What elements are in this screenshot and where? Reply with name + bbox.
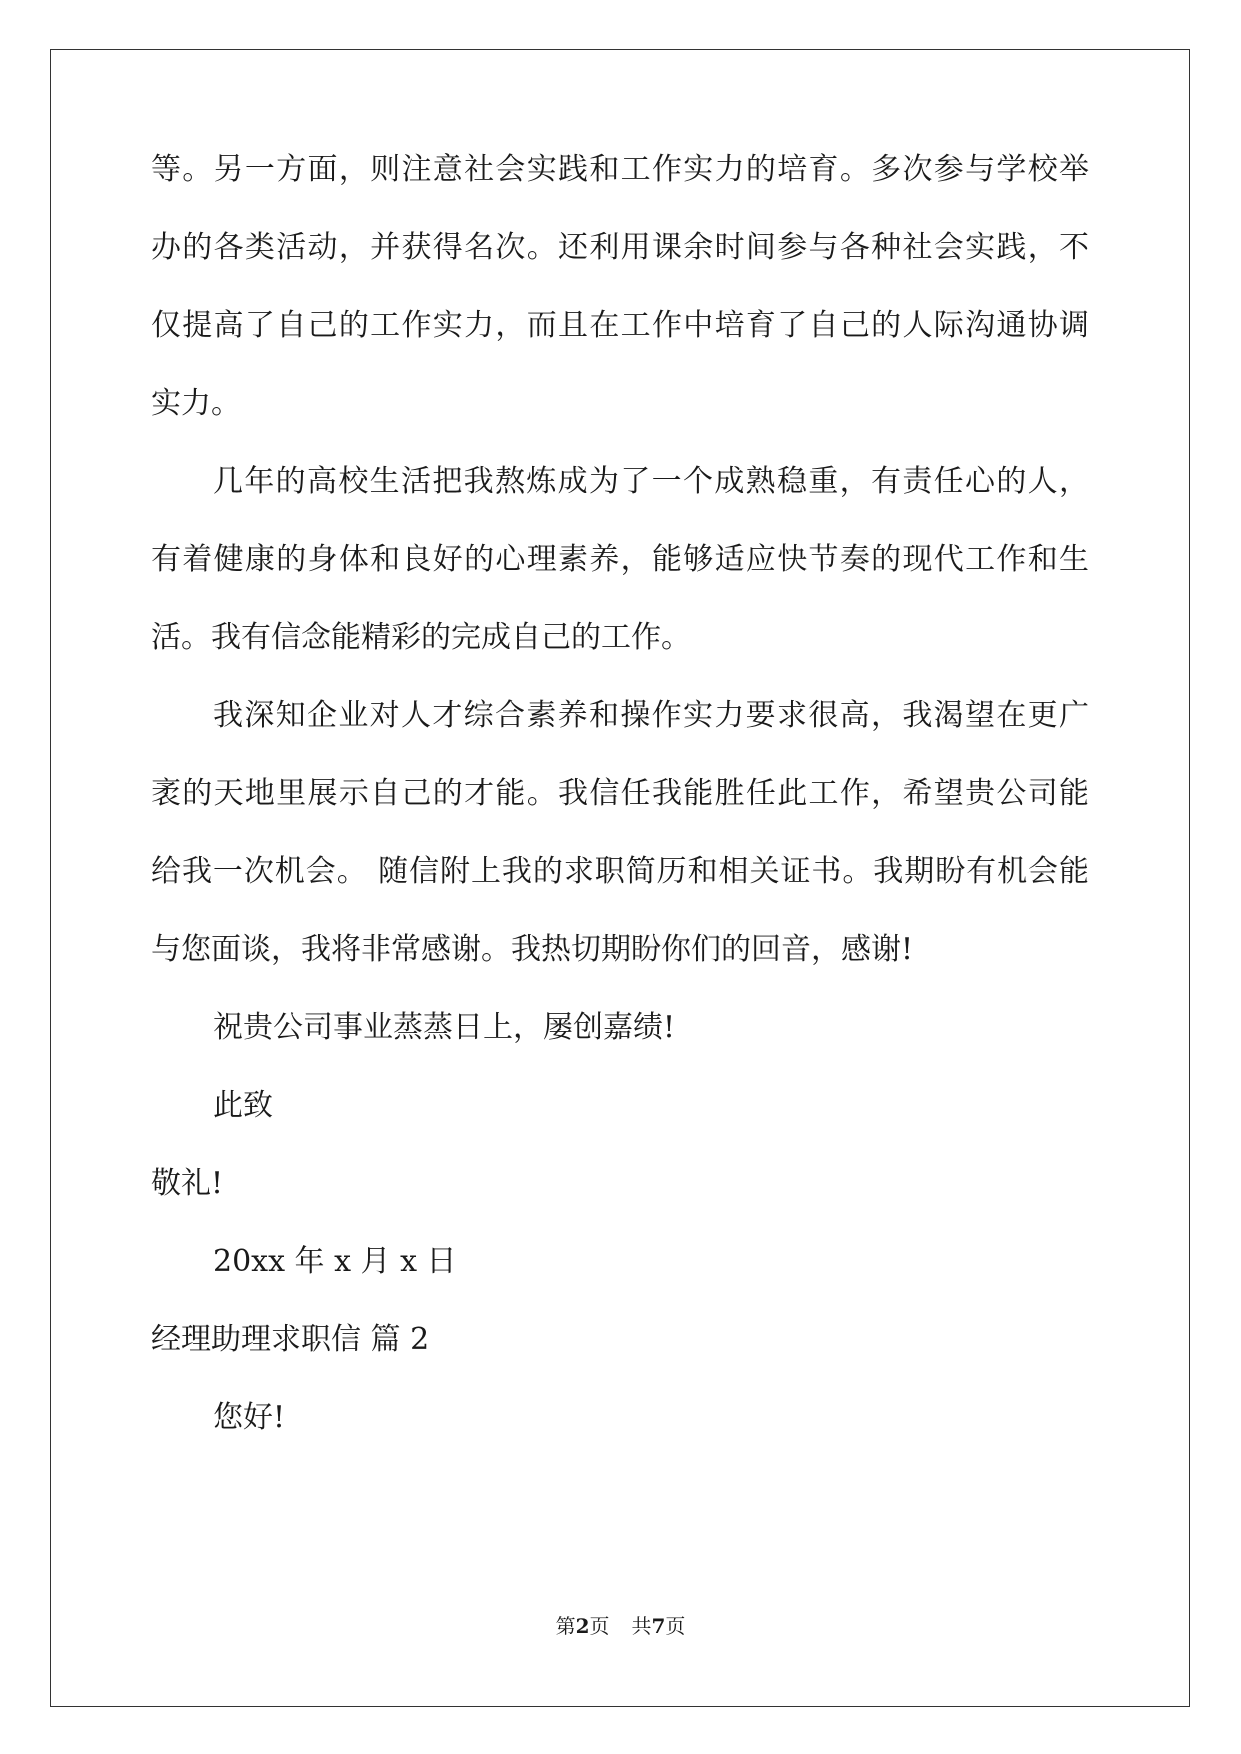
letter-date: 20xx 年 x 月 x 日 [213,1244,457,1279]
salutation-respect: 敬礼! [151,1166,224,1201]
body-line: 等。另一方面，则注意社会实践和工作实力的培育。多次参与学校举 [151,152,1089,187]
body-line: 与您面谈，我将非常感谢。我热切期盼你们的回音，感谢! [151,932,914,967]
greeting: 您好! [213,1400,286,1435]
footer-prefix: 第 [555,1614,576,1638]
body-line: 办的各类活动，并获得名次。还利用课余时间参与各种社会实践，不 [151,230,1089,265]
body-line: 袤的天地里展示自己的才能。我信任我能胜任此工作，希望贵公司能 [151,776,1089,811]
salutation-close: 此致 [213,1088,273,1123]
body-line: 有着健康的身体和良好的心理素养，能够适应快节奏的现代工作和生 [151,542,1089,577]
body-line: 活。我有信念能精彩的完成自己的工作。 [151,620,691,655]
page-footer [0,1612,1241,1640]
footer-page-unit: 页 [589,1614,610,1638]
paragraph-start: 我深知企业对人才综合素养和操作实力要求很高，我渴望在更广 [213,698,1089,733]
paragraph-start: 几年的高校生活把我熬炼成为了一个成熟稳重，有责任心的人， [213,464,1089,499]
total-page-number: 7 [651,1614,666,1638]
footer-total-prefix: 共 [631,1614,652,1638]
current-page-number: 2 [575,1614,590,1638]
body-line: 仅提高了自己的工作实力，而且在工作中培育了自己的人际沟通协调 [151,308,1089,343]
body-line: 给我一次机会。 随信附上我的求职简历和相关证书。我期盼有机会能 [151,854,1089,889]
body-line: 实力。 [151,386,241,421]
section-heading: 经理助理求职信 篇 2 [151,1322,430,1357]
closing-wish: 祝贵公司事业蒸蒸日上，屡创嘉绩! [213,1010,676,1045]
footer-total-unit: 页 [665,1614,686,1638]
